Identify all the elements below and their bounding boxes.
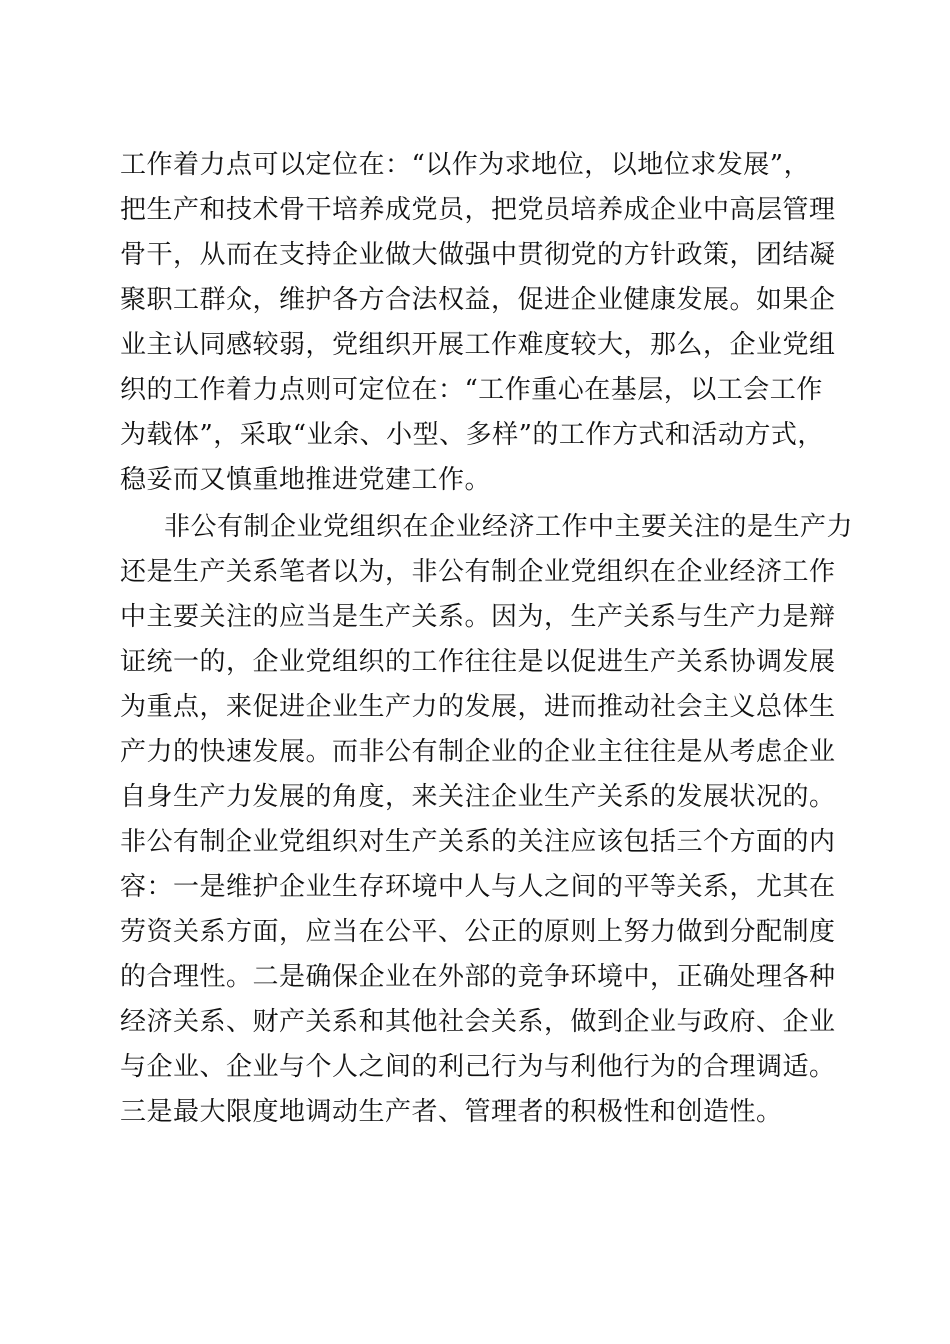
text-line: 劳资关系方面，应当在公平、公正的原则上努力做到分配制度 [120,917,836,947]
text-line: 骨干，从而在支持企业做大做强中贯彻党的方针政策，团结凝 [120,240,836,270]
text-line: 为重点，来促进企业生产力的发展，进而推动社会主义总体生 [120,692,836,722]
text-line: 证统一的，企业党组织的工作往往是以促进生产关系协调发展 [120,647,836,677]
text-line: 聚职工群众，维护各方合法权益，促进企业健康发展。如果企 [120,285,836,315]
paragraph-1 [120,143,835,503]
text-line: 织的工作着力点则可定位在：“工作重心在基层，以工会工作 [120,375,823,405]
text-line: 业主认同感较弱，党组织开展工作难度较大，那么，企业党组 [120,330,836,360]
paragraph-2 [120,505,854,1135]
text-line: 中主要关注的应当是生产关系。因为，生产关系与生产力是辩 [120,602,836,632]
text-line: 把生产和技术骨干培养成党员，把党员培养成企业中高层管理 [120,195,836,225]
text-line: 还是生产关系笔者以为，非公有制企业党组织在企业经济工作 [120,557,836,587]
text-line: 经济关系、财产关系和其他社会关系，做到企业与政府、企业 [120,1007,836,1037]
text-line: 非公有制企业党组织对生产关系的关注应该包括三个方面的内 [120,827,836,857]
text-line: 稳妥而又慎重地推进党建工作。 [120,465,492,495]
text-line: 自身生产力发展的角度，来关注企业生产关系的发展状况的。 [120,782,836,812]
text-line: 的合理性。二是确保企业在外部的竞争环境中，正确处理各种 [120,962,836,992]
text-line: 容：一是维护企业生存环境中人与人之间的平等关系，尤其在 [120,872,836,902]
text-line: 产力的快速发展。而非公有制企业的企业主往往是从考虑企业 [120,737,836,767]
text-line: 为载体”，采取“业余、小型、多样”的工作方式和活动方式， [120,420,824,450]
text-line: 与企业、企业与个人之间的利己行为与利他行为的合理调适。 [120,1052,836,1082]
text-line: 工作着力点可以定位在：“以作为求地位，以地位求发展”， [120,150,811,180]
text-line: 三是最大限度地调动生产者、管理者的积极性和创造性。 [120,1097,783,1127]
text-line: 非公有制企业党组织在企业经济工作中主要关注的是生产力 [164,512,854,542]
